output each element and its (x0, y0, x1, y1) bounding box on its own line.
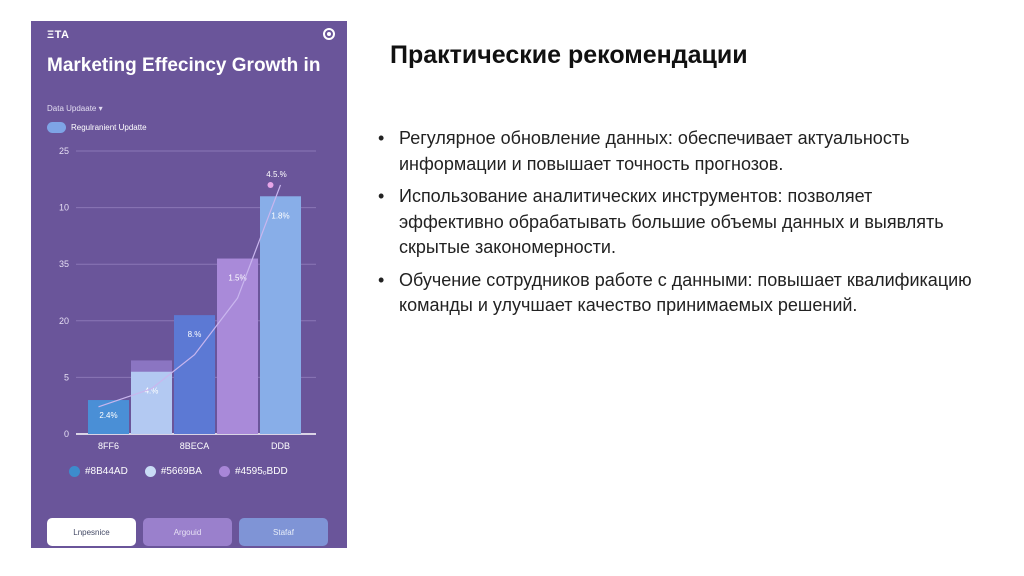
recommendations-list (378, 126, 978, 326)
brand-text: ΞTA (47, 29, 70, 41)
bullet-text: Регулярное обновление данных: обеспечивает актуальность информации и повышает точность прогнозов. (399, 128, 910, 174)
y-tick-label: 0 (63, 429, 69, 439)
data-label: 8.% (187, 330, 202, 340)
infographic-panel (31, 21, 347, 548)
legend-item (145, 466, 202, 477)
bar (217, 259, 258, 434)
tab-lnpesnice[interactable]: Lnpesnice (47, 518, 136, 546)
data-label: 1.5% (228, 273, 247, 283)
bullet-icon: • (378, 186, 385, 206)
tab-stafaf[interactable]: Stafaf (239, 518, 328, 546)
trend-end-label: 4.5.% (266, 169, 287, 179)
legend-label: #8B44AD (85, 466, 128, 477)
x-tick-label: 8BECA (179, 441, 210, 451)
list-item (378, 126, 978, 177)
x-tick-label: 8FF6 (97, 441, 120, 451)
trend-end-point (268, 182, 274, 188)
tab-argouid[interactable]: Argouid (143, 518, 232, 546)
legend-item (69, 466, 128, 477)
bullet-icon: • (378, 128, 385, 148)
list-item (378, 268, 978, 319)
y-tick-label: 25 (58, 146, 69, 156)
slide-heading: Практические рекомендации (390, 41, 748, 69)
legend-swatch (219, 466, 230, 477)
y-tick-label: 20 (58, 315, 69, 326)
toggle-label: Regulranient Updatte (71, 123, 147, 132)
chart-legend (69, 466, 305, 477)
data-label: 4.% (144, 386, 159, 396)
bullet-icon: • (378, 269, 385, 290)
data-label: 1.8% (271, 211, 290, 221)
y-tick-label: 10 (58, 202, 69, 213)
legend-swatch (69, 466, 80, 477)
x-tick-label: DDB (270, 441, 291, 451)
bullet-text: Обучение сотрудников работе с данными: повышает квалификацию команды и улучшает качество принимаемых решений. (399, 269, 972, 315)
legend-label: #5669BA (160, 466, 202, 477)
list-item (378, 184, 978, 261)
legend-label: #4595ₒBDD (234, 466, 288, 477)
y-tick-label: 5 (63, 372, 69, 383)
y-tick-label: 35 (58, 259, 69, 270)
bar (131, 372, 172, 434)
bottom-tabs (47, 518, 335, 546)
data-label: 2.4% (99, 411, 118, 421)
legend-item (219, 466, 288, 477)
data-update-dropdown[interactable]: Data Updaate ▾ (47, 104, 103, 113)
panel-title: Marketing Effecincy Growth in (47, 55, 321, 76)
legend-swatch (145, 466, 156, 477)
bar (260, 196, 301, 434)
bullet-text: Использование аналитических инструментов: позволяет эффективно обрабатывать большие объемы данных и выявлять скрытые закономерности. (399, 186, 944, 257)
